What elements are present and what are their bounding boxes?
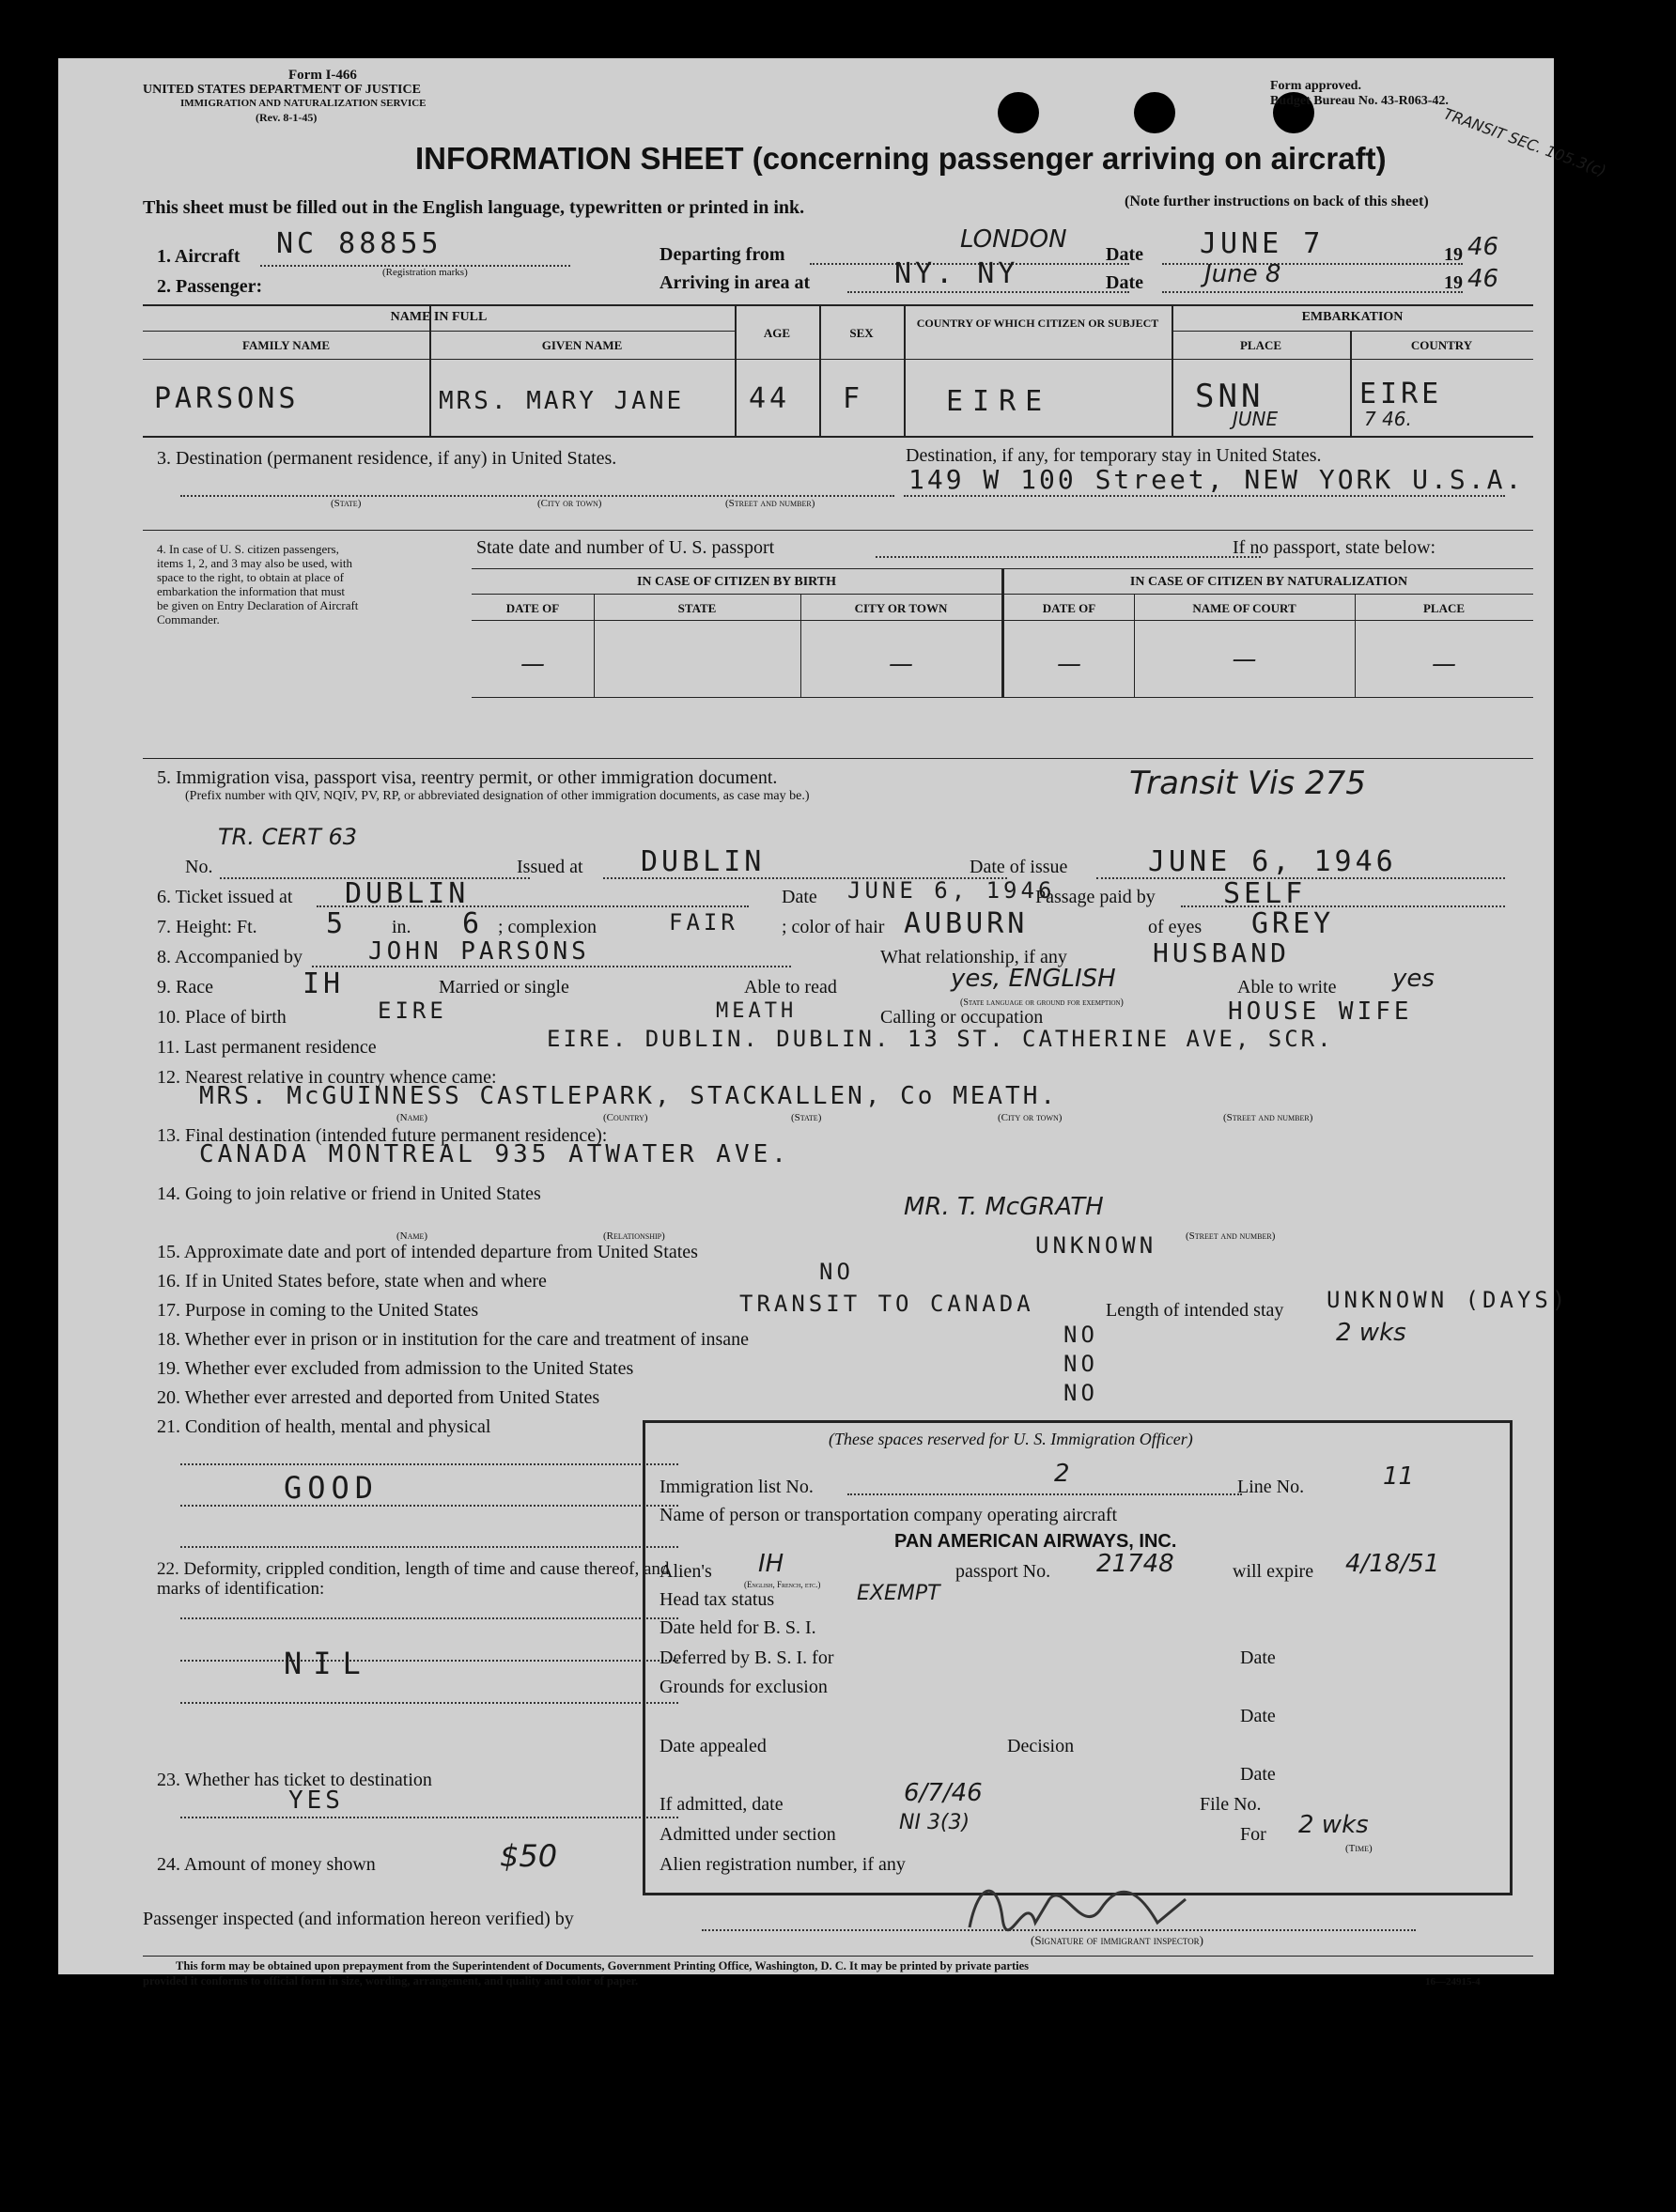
write-value: yes bbox=[1392, 965, 1435, 993]
length-stay-note: 2 wks bbox=[1336, 1319, 1406, 1347]
height-in: 6 bbox=[462, 907, 484, 940]
item6-paid-label: Passage paid by bbox=[1035, 887, 1156, 907]
item9-label: 9. Race bbox=[157, 977, 213, 998]
emb-country-header: COUNTRY bbox=[1410, 338, 1473, 352]
date-issue-value: JUNE 6, 1946 bbox=[1148, 845, 1397, 878]
registration-label: Alien registration number, if any bbox=[660, 1854, 906, 1875]
item15-value: UNKNOWN bbox=[1035, 1232, 1157, 1259]
name-in-full-header: NAME IN FULL bbox=[390, 310, 488, 324]
item17-label: 17. Purpose in coming to the United States bbox=[157, 1300, 479, 1321]
item12-state-caption: (State) bbox=[791, 1112, 822, 1123]
item12-value: MRS. McGUINNESS CASTLEPARK, STACKALLEN, Co MEATH. bbox=[199, 1082, 1059, 1110]
item16-value: NO bbox=[819, 1259, 854, 1285]
state-caption: (State) bbox=[331, 498, 362, 509]
passport-note: 4. In case of U. S. citizen passengers, items 1, 2, and 3 may also be used, with space to the right, to obtain at place of embarkation the information that must be given on Entry Declaration of Aircraft Commander. bbox=[157, 542, 359, 626]
aircraft-label: 1. Aircraft bbox=[157, 246, 241, 267]
item16-label: 16. If in United States before, state when and where bbox=[157, 1271, 547, 1292]
note: (Note further instructions on back of this sheet) bbox=[1125, 193, 1429, 209]
item14-value: MR. T. McGRATH bbox=[904, 1193, 1104, 1221]
relationship-label: What relationship, if any bbox=[880, 947, 1067, 967]
item12-city-caption: (City or town) bbox=[998, 1112, 1063, 1123]
emb-country-value: EIRE bbox=[1359, 378, 1443, 410]
list-label: Immigration list No. bbox=[660, 1477, 814, 1497]
eyes-label: of eyes bbox=[1148, 917, 1203, 937]
item17-value: TRANSIT TO CANADA bbox=[739, 1291, 1034, 1317]
item19-value: NO bbox=[1063, 1351, 1098, 1377]
item18-value: NO bbox=[1063, 1322, 1098, 1348]
expire-value: 4/18/51 bbox=[1345, 1550, 1440, 1578]
embarkation-header: EMBARKATION bbox=[1301, 310, 1404, 324]
date-2-value: June 8 bbox=[1204, 260, 1281, 288]
item8-label: 8. Accompanied by bbox=[157, 947, 303, 967]
footer-note-2: provided it conforms to official form in size, wording, arrangement, and quality and color of paper. bbox=[143, 1974, 639, 1988]
form-code: 16—24915-4 bbox=[1425, 1976, 1481, 1988]
relationship-value: HUSBAND bbox=[1153, 937, 1291, 968]
item23-label: 23. Whether has ticket to destination bbox=[157, 1770, 432, 1790]
year-2-value: 46 bbox=[1467, 265, 1499, 293]
item6-date-label: Date bbox=[782, 887, 817, 907]
signature-caption: (Signature of immigrant inspector) bbox=[1031, 1933, 1203, 1947]
val-city: — bbox=[889, 650, 913, 678]
form-sheet bbox=[58, 58, 1608, 1988]
sex-value: F bbox=[843, 382, 864, 415]
item14-name-caption: (Name) bbox=[396, 1230, 428, 1242]
write-label: Able to write bbox=[1237, 977, 1337, 998]
passport-state-date: State date and number of U. S. passport bbox=[476, 537, 775, 558]
item12-country-caption: (Country) bbox=[603, 1112, 648, 1123]
instruction: This sheet must be filled out in the English language, typewritten or printed in ink. bbox=[143, 197, 805, 218]
height-ft: 5 bbox=[326, 907, 348, 940]
item5-label: 5. Immigration visa, passport visa, reentry permit, or other immigration document. bbox=[157, 767, 778, 788]
item10-label: 10. Place of birth bbox=[157, 1007, 287, 1028]
item21-value: GOOD bbox=[284, 1470, 380, 1506]
emb-place-value: SNN bbox=[1195, 378, 1265, 415]
item24-label: 24. Amount of money shown bbox=[157, 1854, 376, 1875]
item5-sub: (Prefix number with QIV, NQIV, PV, RP, or abbreviated designation of other immigration documents, as case may be.) bbox=[185, 789, 810, 803]
list-value: 2 bbox=[1054, 1460, 1070, 1488]
no-passport: If no passport, state below: bbox=[1233, 537, 1436, 558]
passenger-label: 2. Passenger: bbox=[157, 276, 263, 297]
col-date-nat: DATE OF bbox=[1042, 601, 1096, 615]
destination-label: 3. Destination (permanent residence, if any) in United States. bbox=[157, 448, 617, 469]
eyes-value: GREY bbox=[1251, 907, 1335, 940]
page-title: INFORMATION SHEET (concerning passenger arriving on aircraft) bbox=[415, 141, 1387, 176]
year-1-value: 46 bbox=[1467, 233, 1499, 261]
headtax-label: Head tax status bbox=[660, 1589, 775, 1610]
item13-value: CANADA MONTREAL 935 ATWATER AVE. bbox=[199, 1140, 790, 1168]
issued-at-label: Issued at bbox=[517, 857, 583, 877]
no-label: No. bbox=[185, 857, 213, 877]
transit-stamp: TRANSIT SEC. 105.3(c) bbox=[1441, 104, 1608, 180]
col-city: CITY OR TOWN bbox=[854, 601, 948, 615]
country-header: COUNTRY OF WHICH CITIZEN OR SUBJECT bbox=[916, 317, 1159, 330]
col-state: STATE bbox=[677, 601, 717, 615]
read-value: yes, ENGLISH bbox=[951, 965, 1116, 993]
read-label: Able to read bbox=[744, 977, 837, 998]
punch-hole bbox=[998, 92, 1039, 133]
citizen-value: EIRE bbox=[946, 385, 1052, 418]
emb-place-note: JUNE bbox=[1233, 408, 1279, 430]
item12-street-caption: (Street and number) bbox=[1223, 1112, 1313, 1123]
item14-rel-caption: (Relationship) bbox=[603, 1230, 665, 1242]
form-number: Form I-466 bbox=[288, 68, 357, 83]
punch-hole bbox=[1134, 92, 1175, 133]
col-court: NAME OF COURT bbox=[1192, 601, 1296, 615]
item20-value: NO bbox=[1063, 1380, 1098, 1406]
item6-label: 6. Ticket issued at bbox=[157, 887, 293, 907]
headtax-value: EXEMPT bbox=[857, 1582, 940, 1605]
item12-name-caption: (Name) bbox=[396, 1112, 428, 1123]
registration-marks: (Registration marks) bbox=[382, 267, 468, 278]
line-label: Line No. bbox=[1237, 1477, 1305, 1497]
hair-label: ; color of hair bbox=[782, 917, 885, 937]
grounds-date-label: Date bbox=[1240, 1706, 1276, 1726]
form-approved: Form approved. bbox=[1270, 79, 1361, 93]
footer-note-1: This form may be obtained upon prepayment from the Superintendent of Documents, Government Printing Office, Washington, D. C. It may be printed by private parties bbox=[176, 1959, 1029, 1972]
birth-state: MEATH bbox=[716, 999, 798, 1023]
family-name-header: FAMILY NAME bbox=[241, 338, 331, 352]
length-stay-value: UNKNOWN (DAYS) bbox=[1327, 1287, 1570, 1313]
item23-value: YES bbox=[288, 1787, 344, 1815]
col-date-birth: DATE OF bbox=[505, 601, 560, 615]
aliens-caption: (English, French, etc.) bbox=[744, 1580, 821, 1589]
item15-label: 15. Approximate date and port of intended departure from United States bbox=[157, 1242, 698, 1262]
item6-date-value: JUNE 6, 1946 bbox=[847, 877, 1056, 904]
date-label-2: Date bbox=[1106, 272, 1143, 293]
for-label: For bbox=[1240, 1824, 1266, 1845]
calling-label: Calling or occupation bbox=[880, 1007, 1044, 1028]
birth-country: EIRE bbox=[378, 998, 447, 1024]
inspected-label: Passenger inspected (and information hereon verified) by bbox=[143, 1909, 574, 1929]
date-1-value: JUNE 7 bbox=[1200, 227, 1325, 260]
grounds-label: Grounds for exclusion bbox=[660, 1677, 828, 1697]
passport-label: passport No. bbox=[955, 1561, 1051, 1582]
naturalization-header: IN CASE OF CITIZEN BY NATURALIZATION bbox=[1129, 575, 1408, 589]
sex-header: SEX bbox=[849, 326, 874, 340]
expire-label: will expire bbox=[1233, 1561, 1314, 1582]
family-name-value: PARSONS bbox=[154, 382, 300, 415]
admitted-value: 6/7/46 bbox=[904, 1779, 983, 1807]
year-2-prefix: 19 bbox=[1444, 272, 1463, 293]
temp-destination-value: 149 W 100 Street, NEW YORK U.S.A. bbox=[908, 464, 1525, 495]
time-caption: (Time) bbox=[1345, 1843, 1373, 1854]
item11-value: EIRE. DUBLIN. DUBLIN. 13 ST. CATHERINE AVE, SCR. bbox=[547, 1026, 1334, 1052]
appealed-label: Date appealed bbox=[660, 1736, 767, 1756]
birth-header: IN CASE OF CITIZEN BY BIRTH bbox=[636, 575, 837, 589]
decision-label: Decision bbox=[1007, 1736, 1075, 1756]
calling-value: HOUSE WIFE bbox=[1228, 998, 1413, 1026]
val-date-nat: — bbox=[1057, 650, 1081, 678]
item5-value: Transit Vis 275 bbox=[1129, 765, 1366, 802]
item18-label: 18. Whether ever in prison or in institution for the care and treatment of insane bbox=[157, 1329, 749, 1350]
height-in-label: in. bbox=[392, 917, 411, 937]
date-label-1: Date bbox=[1106, 244, 1143, 265]
temp-destination-label: Destination, if any, for temporary stay in United States. bbox=[906, 445, 1322, 466]
officer-heading: (These spaces reserved for U. S. Immigration Officer) bbox=[829, 1430, 1193, 1448]
val-date-birth: — bbox=[520, 650, 545, 678]
val-court: — bbox=[1232, 645, 1257, 673]
revision: (Rev. 8-1-45) bbox=[256, 111, 318, 124]
item6-value: DUBLIN bbox=[345, 877, 470, 910]
item8-value: JOHN PARSONS bbox=[368, 937, 590, 966]
departing-label: Departing from bbox=[660, 244, 785, 265]
given-name-value: MRS. MARY JANE bbox=[439, 387, 685, 415]
item19-label: 19. Whether ever excluded from admission to the United States bbox=[157, 1358, 634, 1379]
date-issue-label: Date of issue bbox=[970, 857, 1068, 877]
aircraft-value: NC 88855 bbox=[276, 227, 442, 260]
item22-value: NIL bbox=[284, 1646, 372, 1681]
item12-label: 12. Nearest relative in country whence came: bbox=[157, 1067, 497, 1088]
section-value: NI 3(3) bbox=[899, 1811, 970, 1834]
item22-label: 22. Deformity, crippled condition, length of time and cause thereof, and marks of identification: bbox=[157, 1559, 670, 1599]
passport-value: 21748 bbox=[1096, 1550, 1174, 1578]
age-header: AGE bbox=[763, 326, 791, 340]
service: IMMIGRATION AND NATURALIZATION SERVICE bbox=[180, 98, 427, 109]
line-value: 11 bbox=[1383, 1462, 1415, 1491]
val-place: — bbox=[1432, 650, 1456, 678]
admitted-label: If admitted, date bbox=[660, 1794, 784, 1815]
married-label: Married or single bbox=[439, 977, 569, 998]
emb-country-note: 7 46. bbox=[1364, 408, 1412, 430]
age-value: 44 bbox=[749, 382, 791, 415]
company-label: Name of person or transportation company operating aircraft bbox=[660, 1505, 1118, 1525]
item14-street-caption: (Street and number) bbox=[1186, 1230, 1276, 1242]
complexion-label: ; complexion bbox=[498, 917, 597, 937]
item6-paid-value: SELF bbox=[1223, 877, 1307, 910]
no-value: TR. CERT 63 bbox=[218, 824, 358, 850]
file-label: File No. bbox=[1200, 1794, 1262, 1815]
city-caption: (City or town) bbox=[537, 498, 602, 509]
deferred-label: Deferred by B. S. I. for bbox=[660, 1647, 834, 1668]
item21-label: 21. Condition of health, mental and physical bbox=[157, 1416, 491, 1437]
budget-bureau: Budget Bureau No. 43-R063-42. bbox=[1270, 94, 1449, 108]
department: UNITED STATES DEPARTMENT OF JUSTICE bbox=[143, 83, 421, 97]
length-stay-label: Length of intended stay bbox=[1106, 1300, 1284, 1321]
item24-value: $50 bbox=[500, 1838, 558, 1874]
complexion-value: FAIR bbox=[669, 909, 738, 936]
given-name-header: GIVEN NAME bbox=[541, 338, 623, 352]
item11-label: 11. Last permanent residence bbox=[157, 1037, 377, 1058]
company-value: PAN AMERICAN AIRWAYS, INC. bbox=[894, 1531, 1177, 1552]
place-header: PLACE bbox=[1239, 338, 1282, 352]
item7-label: 7. Height: Ft. bbox=[157, 917, 257, 937]
race-value: IH bbox=[303, 967, 345, 1000]
item13-label: 13. Final destination (intended future permanent residence): bbox=[157, 1125, 608, 1146]
arriving-value: NY. NY bbox=[894, 257, 1019, 290]
bsi-label: Date held for B. S. I. bbox=[660, 1617, 816, 1638]
item20-label: 20. Whether ever arrested and deported from United States bbox=[157, 1387, 600, 1408]
street-caption: (Street and number) bbox=[725, 498, 815, 509]
item14-label: 14. Going to join relative or friend in United States bbox=[157, 1183, 541, 1204]
aliens-value: IH bbox=[758, 1550, 784, 1578]
departing-value: LONDON bbox=[960, 225, 1067, 254]
deferred-date-label: Date bbox=[1240, 1647, 1276, 1668]
read-caption: (State language or ground for exemption) bbox=[960, 998, 1124, 1008]
hair-value: AUBURN bbox=[904, 907, 1029, 940]
aliens-label: Alien's bbox=[660, 1561, 712, 1582]
appealed-date-label: Date bbox=[1240, 1764, 1276, 1785]
issued-at-value: DUBLIN bbox=[641, 845, 766, 878]
for-value: 2 wks bbox=[1298, 1811, 1369, 1839]
col-place: PLACE bbox=[1422, 601, 1466, 615]
section-label: Admitted under section bbox=[660, 1824, 836, 1845]
arriving-label: Arriving in area at bbox=[660, 272, 811, 293]
year-1-prefix: 19 bbox=[1444, 244, 1463, 265]
